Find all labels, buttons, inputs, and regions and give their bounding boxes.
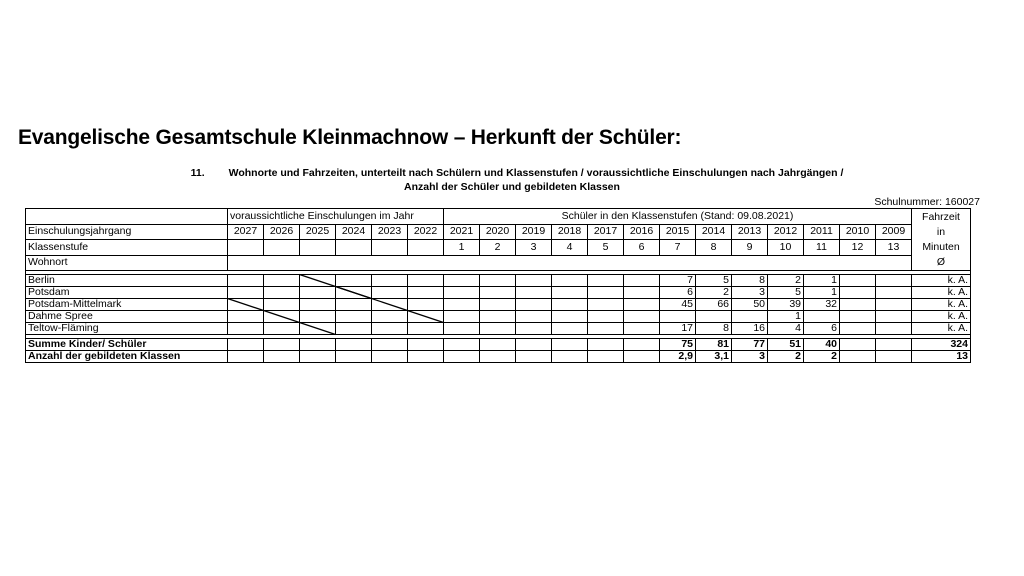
fahrzeit-header-line: Minuten (922, 241, 960, 253)
year-header-cell: 2020 (480, 224, 516, 240)
value-cell: 39 (768, 299, 804, 311)
value-cell (840, 287, 876, 299)
summary-fahrzeit-cell: 13 (912, 351, 971, 363)
header-row-years (26, 224, 971, 240)
summary-value-cell (480, 351, 516, 363)
value-cell: 2 (768, 275, 804, 287)
summary-value-cell (840, 339, 876, 351)
summary-value-cell (372, 339, 408, 351)
value-cell (480, 275, 516, 287)
value-cell (552, 299, 588, 311)
value-cell (228, 323, 264, 335)
value-cell (588, 311, 624, 323)
summary-value-cell (444, 339, 480, 351)
summary-value-cell: 2 (804, 351, 840, 363)
value-cell: 16 (732, 323, 768, 335)
place-name-cell: Berlin (26, 275, 228, 287)
summary-value-cell (876, 351, 912, 363)
year-header-cell: 2019 (516, 224, 552, 240)
summary-value-cell (552, 339, 588, 351)
value-cell (588, 299, 624, 311)
place-name-cell: Dahme Spree (26, 311, 228, 323)
section-number: 11. (190, 167, 205, 179)
klassenstufe-cell: 11 (804, 240, 840, 256)
value-cell (552, 287, 588, 299)
year-header-cell: 2022 (408, 224, 444, 240)
place-name-cell: Potsdam-Mittelmark (26, 299, 228, 311)
value-cell (372, 311, 408, 323)
value-cell: 17 (660, 323, 696, 335)
data-table (25, 208, 971, 363)
klassenstufe-cell: 2 (480, 240, 516, 256)
table-row (26, 287, 971, 299)
summary-value-cell (300, 351, 336, 363)
klassenstufe-cell: 1 (444, 240, 480, 256)
value-cell (336, 323, 372, 335)
value-cell (228, 287, 264, 299)
row-label-wohnort: Wohnort (26, 255, 228, 271)
header-row-groups (26, 209, 971, 225)
value-cell (876, 275, 912, 287)
klassenstufe-cell: 8 (696, 240, 732, 256)
klassenstufe-cell: 9 (732, 240, 768, 256)
year-header-cell: 2009 (876, 224, 912, 240)
value-cell (480, 299, 516, 311)
value-cell (480, 311, 516, 323)
summary-value-cell (228, 339, 264, 351)
value-cell (264, 299, 300, 311)
summary-value-cell (552, 351, 588, 363)
value-cell: 3 (732, 287, 768, 299)
summary-value-cell (840, 351, 876, 363)
value-cell (624, 275, 660, 287)
value-cell (300, 287, 336, 299)
value-cell (876, 287, 912, 299)
value-cell (408, 311, 444, 323)
summary-row-summe (26, 339, 971, 351)
summary-value-cell: 2 (768, 351, 804, 363)
summary-value-cell: 2,9 (660, 351, 696, 363)
value-cell (264, 275, 300, 287)
value-cell (372, 323, 408, 335)
summary-value-cell (876, 339, 912, 351)
summary-fahrzeit-cell: 324 (912, 339, 971, 351)
table-row (26, 323, 971, 335)
subtitle-line-1 (0, 167, 1024, 179)
year-header-cell: 2012 (768, 224, 804, 240)
value-cell (624, 311, 660, 323)
value-cell (552, 275, 588, 287)
summary-value-cell (624, 351, 660, 363)
value-cell (264, 311, 300, 323)
subtitle-text: Wohnorte und Fahrzeiten, unterteilt nach Schülern und Klassenstufen / voraussichtliche Einschulungen nach Jahrgängen / (228, 167, 844, 179)
wohnort-blank-span (228, 255, 912, 271)
summary-value-cell: 40 (804, 339, 840, 351)
klassenstufe-cell: 6 (624, 240, 660, 256)
year-header-cell: 2026 (264, 224, 300, 240)
value-cell (372, 299, 408, 311)
summary-value-cell (336, 339, 372, 351)
value-cell (336, 311, 372, 323)
value-cell (264, 323, 300, 335)
summary-value-cell (624, 339, 660, 351)
fahrzeit-header-line: Fahrzeit (922, 211, 960, 223)
value-cell: 8 (732, 275, 768, 287)
value-cell: 5 (768, 287, 804, 299)
value-cell (624, 299, 660, 311)
value-cell (264, 287, 300, 299)
klassenstufe-cell: 5 (588, 240, 624, 256)
value-cell (336, 275, 372, 287)
value-cell: 1 (804, 275, 840, 287)
klassenstufe-cell: 10 (768, 240, 804, 256)
fahrzeit-header (912, 209, 971, 271)
table-row (26, 311, 971, 323)
value-cell: 32 (804, 299, 840, 311)
summary-value-cell: 3 (732, 351, 768, 363)
summary-value-cell (372, 351, 408, 363)
value-cell: 50 (732, 299, 768, 311)
value-cell (444, 275, 480, 287)
fahrzeit-cell: k. A. (912, 311, 971, 323)
fahrzeit-cell: k. A. (912, 275, 971, 287)
value-cell (444, 287, 480, 299)
value-cell (660, 311, 696, 323)
value-cell (444, 323, 480, 335)
value-cell: 6 (804, 323, 840, 335)
summary-row-klassen (26, 351, 971, 363)
row-label-klassenstufe: Klassenstufe (26, 240, 228, 256)
row-label-einschulungsjahrgang: Einschulungsjahrgang (26, 224, 228, 240)
value-cell: 1 (804, 287, 840, 299)
value-cell (876, 299, 912, 311)
fahrzeit-cell: k. A. (912, 299, 971, 311)
value-cell (516, 275, 552, 287)
klassenstufe-cell (264, 240, 300, 256)
value-cell (804, 311, 840, 323)
value-cell (552, 323, 588, 335)
table-row (26, 275, 971, 287)
summary-value-cell (264, 339, 300, 351)
year-header-cell: 2024 (336, 224, 372, 240)
summary-value-cell: 75 (660, 339, 696, 351)
page-title: Evangelische Gesamtschule Kleinmachnow – Herkunft der Schüler: (18, 126, 682, 149)
klassenstufe-cell: 7 (660, 240, 696, 256)
value-cell (588, 323, 624, 335)
value-cell (336, 287, 372, 299)
year-header-cell: 2025 (300, 224, 336, 240)
value-cell (840, 323, 876, 335)
summary-value-cell (408, 351, 444, 363)
school-number: Schulnummer: 160027 (874, 196, 980, 208)
value-cell: 5 (696, 275, 732, 287)
year-header-cell: 2018 (552, 224, 588, 240)
year-header-cell: 2016 (624, 224, 660, 240)
value-cell: 66 (696, 299, 732, 311)
value-cell (228, 299, 264, 311)
value-cell: 1 (768, 311, 804, 323)
table-row (26, 299, 971, 311)
year-header-cell: 2010 (840, 224, 876, 240)
value-cell (444, 311, 480, 323)
empty-header-cell (26, 209, 228, 225)
klassenstufe-cell: 12 (840, 240, 876, 256)
year-header-cell: 2017 (588, 224, 624, 240)
summary-value-cell (444, 351, 480, 363)
value-cell (516, 323, 552, 335)
value-cell (588, 275, 624, 287)
value-cell (840, 311, 876, 323)
value-cell (624, 323, 660, 335)
value-cell: 8 (696, 323, 732, 335)
value-cell (408, 287, 444, 299)
value-cell (516, 287, 552, 299)
value-cell (408, 275, 444, 287)
fahrzeit-cell: k. A. (912, 323, 971, 335)
value-cell (372, 287, 408, 299)
year-header-cell: 2027 (228, 224, 264, 240)
value-cell (552, 311, 588, 323)
header-row-wohnort (26, 255, 971, 271)
year-header-cell: 2021 (444, 224, 480, 240)
value-cell: 4 (768, 323, 804, 335)
summary-value-cell (480, 339, 516, 351)
summary-value-cell (300, 339, 336, 351)
value-cell (408, 323, 444, 335)
summary-label-cell: Anzahl der gebildeten Klassen (26, 351, 228, 363)
summary-value-cell: 51 (768, 339, 804, 351)
value-cell (696, 311, 732, 323)
value-cell (516, 311, 552, 323)
value-cell (300, 275, 336, 287)
year-header-cell: 2014 (696, 224, 732, 240)
group-header-schueler: Schüler in den Klassenstufen (Stand: 09.08.2021) (444, 209, 912, 225)
value-cell (300, 323, 336, 335)
klassenstufe-cell (336, 240, 372, 256)
header-row-klassenstufe (26, 240, 971, 256)
value-cell (300, 299, 336, 311)
value-cell: 2 (696, 287, 732, 299)
summary-value-cell (228, 351, 264, 363)
value-cell (840, 299, 876, 311)
value-cell (408, 299, 444, 311)
year-header-cell: 2013 (732, 224, 768, 240)
value-cell (876, 323, 912, 335)
value-cell (840, 275, 876, 287)
value-cell: 45 (660, 299, 696, 311)
value-cell (516, 299, 552, 311)
value-cell (876, 311, 912, 323)
value-cell: 6 (660, 287, 696, 299)
summary-value-cell (516, 339, 552, 351)
klassenstufe-cell: 4 (552, 240, 588, 256)
place-name-cell: Teltow-Fläming (26, 323, 228, 335)
year-header-cell: 2015 (660, 224, 696, 240)
klassenstufe-cell: 13 (876, 240, 912, 256)
value-cell (336, 299, 372, 311)
value-cell (300, 311, 336, 323)
klassenstufe-cell (228, 240, 264, 256)
summary-value-cell (588, 351, 624, 363)
summary-value-cell (264, 351, 300, 363)
summary-value-cell: 77 (732, 339, 768, 351)
summary-value-cell: 3,1 (696, 351, 732, 363)
value-cell (732, 311, 768, 323)
summary-value-cell (408, 339, 444, 351)
summary-value-cell (516, 351, 552, 363)
value-cell (372, 275, 408, 287)
value-cell (444, 299, 480, 311)
year-header-cell: 2011 (804, 224, 840, 240)
summary-label-cell: Summe Kinder/ Schüler (26, 339, 228, 351)
value-cell (480, 323, 516, 335)
subtitle-line-2: Anzahl der Schüler und gebildeten Klassen (404, 181, 620, 193)
place-name-cell: Potsdam (26, 287, 228, 299)
klassenstufe-cell (300, 240, 336, 256)
value-cell (480, 287, 516, 299)
value-cell: 7 (660, 275, 696, 287)
summary-value-cell (588, 339, 624, 351)
value-cell (228, 311, 264, 323)
klassenstufe-cell: 3 (516, 240, 552, 256)
klassenstufe-cell (372, 240, 408, 256)
value-cell (588, 287, 624, 299)
value-cell (228, 275, 264, 287)
summary-value-cell (336, 351, 372, 363)
fahrzeit-header-line: in (936, 226, 946, 238)
year-header-cell: 2023 (372, 224, 408, 240)
klassenstufe-cell (408, 240, 444, 256)
value-cell (624, 287, 660, 299)
fahrzeit-cell: k. A. (912, 287, 971, 299)
summary-value-cell: 81 (696, 339, 732, 351)
fahrzeit-header-line: Ø (936, 256, 946, 268)
group-header-einschulungen: voraussichtliche Einschulungen im Jahr (228, 209, 444, 225)
